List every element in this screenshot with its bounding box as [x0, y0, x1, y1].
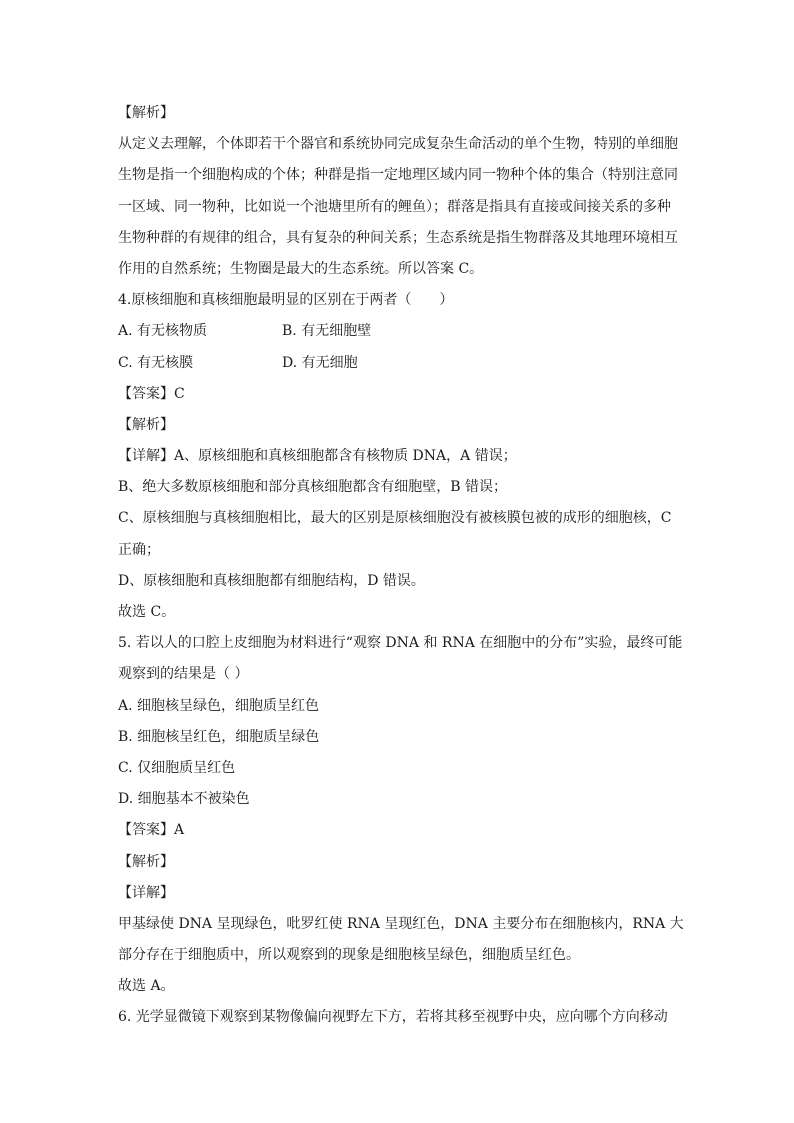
q5-detail-line: 部分存在于细胞质中，所以观察到的现象是细胞核呈绿色，细胞质呈红色。 [118, 947, 580, 964]
q4-analysis-heading: 【解析】 [118, 416, 174, 433]
q4-option-c: C. 有无核膜 [118, 354, 194, 371]
q5-detail-line: 故选 A。 [118, 978, 175, 995]
q4-detail-line: 正确； [118, 541, 160, 558]
q3-analysis-heading: 【解析】 [118, 105, 174, 121]
q3-analysis-line: 从定义去理解，个体即若干个器官和系统协同完成复杂生命活动的单个生物，特别的单细胞 [118, 136, 678, 153]
q3-analysis-line: 生物是指一个细胞构成的个体；种群是指一定地理区域内同一物种个体的集合（特别注意同 [118, 167, 678, 184]
q5-stem-line: 5. 若以人的口腔上皮细胞为材料进行“观察 DNA 和 RNA 在细胞中的分布”实验，最终可能 [118, 635, 683, 652]
q3-analysis-line: 一区域、同一物种，比如说一个池塘里所有的鲤鱼）；群落是指具有直接或间接关系的多种 [118, 198, 671, 215]
q6-stem: 6. 光学显微镜下观察到某物像偏向视野左下方，若将其移至视野中央，应向哪个方向移动 [118, 1009, 668, 1026]
document-page [118, 98, 684, 1034]
q3-analysis-line: 作用的自然系统；生物圈是最大的生态系统。所以答案 C。 [118, 260, 484, 277]
q4-answer: 【答案】C [118, 385, 185, 402]
q5-detail-heading: 【详解】 [118, 884, 174, 901]
q5-option-a: A. 细胞核呈绿色，细胞质呈红色 [118, 697, 320, 714]
q3-analysis-line: 生物种群的有规律的组合，具有复杂的种间关系；生态系统是指生物群落及其地理环境相互 [118, 229, 678, 246]
q4-detail-line: D、原核细胞和真核细胞都有细胞结构，D 错误。 [118, 572, 425, 589]
q5-option-d: D. 细胞基本不被染色 [118, 791, 250, 808]
q5-answer: 【答案】A [118, 822, 185, 839]
q5-option-c: C. 仅细胞质呈红色 [118, 759, 236, 776]
q4-detail-line: B、绝大多数原核细胞和部分真核细胞都含有细胞壁，B 错误； [118, 479, 508, 496]
q5-option-b: B. 细胞核呈红色，细胞质呈绿色 [118, 728, 320, 745]
q4-detail-line: 【详解】A、原核细胞和真核细胞都含有核物质 DNA，A 错误； [118, 448, 517, 465]
q4-detail-line: 故选 C。 [118, 604, 176, 620]
q5-stem-line: 观察到的结果是（ ） [118, 666, 249, 683]
q4-option-a: A. 有无核物质 [118, 323, 208, 340]
q4-option-b: B. 有无细胞壁 [282, 323, 372, 340]
q5-detail-line: 甲基绿使 DNA 呈现绿色，吡罗红使 RNA 呈现红色，DNA 主要分布在细胞核内，RNA 大 [118, 915, 684, 932]
q4-stem: 4.原核细胞和真核细胞最明显的区别在于两者（ ） [118, 292, 454, 309]
q4-options-row-1 [118, 316, 678, 347]
q4-options-row-2 [118, 348, 678, 379]
q5-analysis-heading: 【解析】 [118, 853, 174, 870]
q4-option-d: D. 有无细胞 [282, 354, 358, 371]
q4-detail-line: C、原核细胞与真核细胞相比，最大的区别是原核细胞没有被核膜包被的成形的细胞核，C [118, 510, 672, 527]
